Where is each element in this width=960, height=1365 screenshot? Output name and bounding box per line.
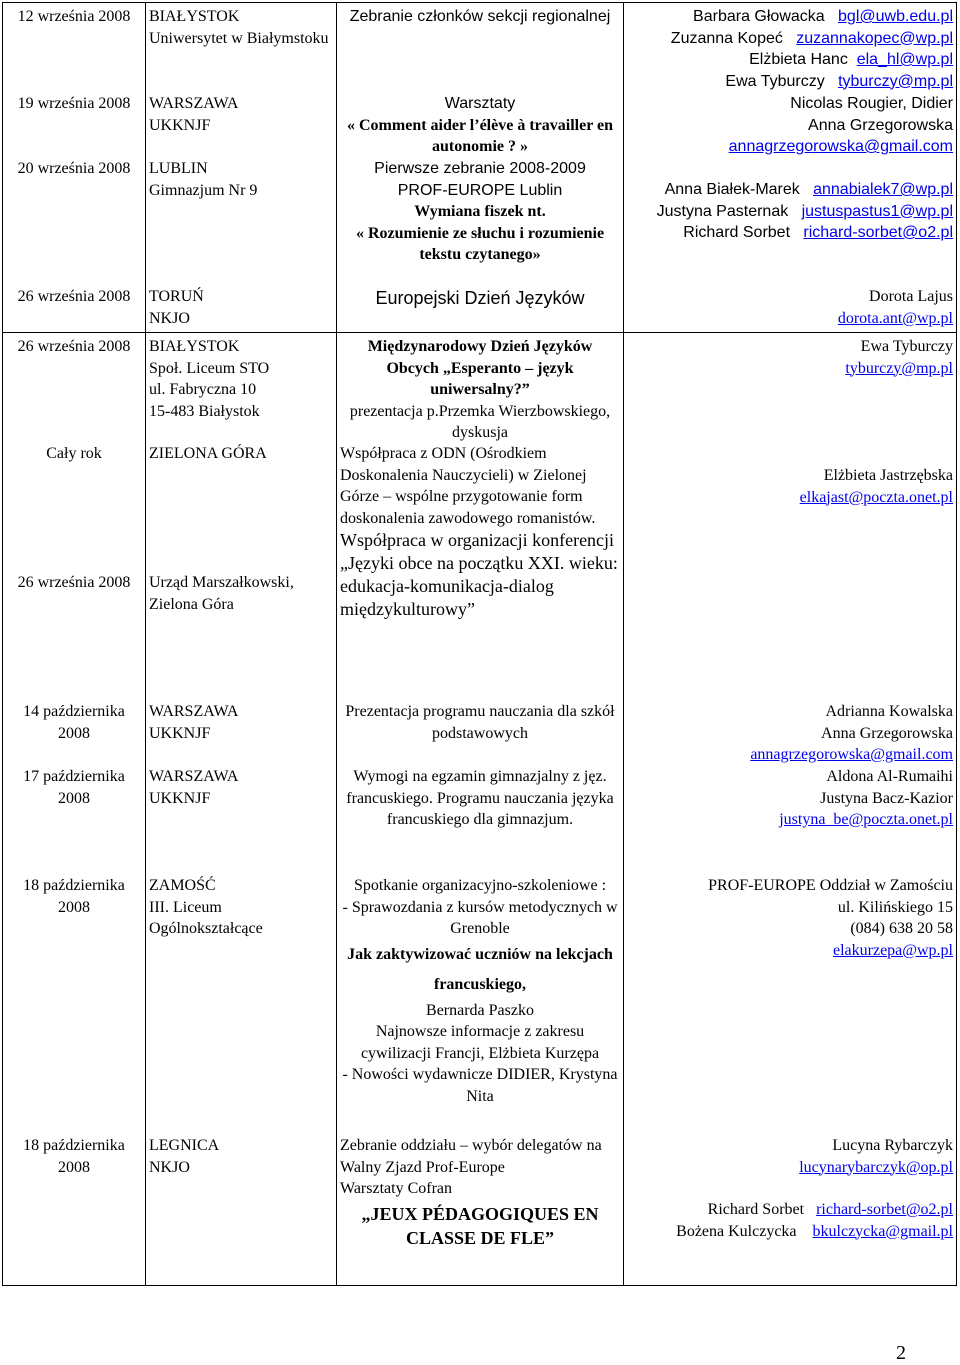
contact-name: Lucyna Rybarczyk <box>832 1137 953 1154</box>
date-entry: 26 września 2008 <box>17 574 131 591</box>
contact-name: Justyna Bacz-Kazior <box>820 789 953 807</box>
event-title: Pierwsze zebranie 2008-2009 <box>374 160 586 177</box>
place-city: BIAŁYSTOK <box>149 8 240 25</box>
place-entry: Urząd Marszałkowski, Zielona Góra <box>149 574 294 613</box>
place-detail: UKKNJF <box>149 724 211 742</box>
email-link[interactable]: justuspastus1@wp.pl <box>801 202 953 220</box>
email-link[interactable]: richard-sorbet@o2.pl <box>816 1201 953 1218</box>
contact-address: ul. Kilińskiego 15 <box>837 898 953 916</box>
events-cell <box>337 333 624 1286</box>
contact-name: Ewa Tyburczy <box>860 338 953 355</box>
event-title: Warsztaty <box>444 95 516 112</box>
page-number: 2 <box>896 1342 906 1364</box>
event-detail: PROF-EUROPE Lublin <box>397 181 563 199</box>
contacts-cell <box>624 3 957 333</box>
place-detail: UKKNJF <box>149 116 211 134</box>
event-title: Międzynarodowy Dzień Języków Obcych „Esperanto – język uniwersalny?” <box>367 338 593 398</box>
event-detail: Bernarda Paszko <box>426 1001 534 1019</box>
email-link[interactable]: elkajast@poczta.onet.pl <box>799 488 953 506</box>
place-detail: Gimnazjum Nr 9 <box>149 181 258 199</box>
place-city: WARSZAWA <box>149 95 239 112</box>
contact-entry <box>627 875 953 961</box>
contact-name: Dorota Lajus <box>869 288 953 305</box>
event-detail: - Sprawozdania z kursów metodycznych w Grenoble <box>342 898 618 937</box>
schedule-table <box>2 2 957 1286</box>
date-entry: Cały rok <box>46 445 102 462</box>
contact-name: Elżbieta Hanc <box>749 51 848 68</box>
contact-name: Richard Sorbet <box>707 1201 805 1218</box>
events-cell <box>337 3 624 333</box>
contact-name: Aldona Al-Rumaihi <box>826 768 953 785</box>
email-link[interactable]: ela_hl@wp.pl <box>856 51 953 68</box>
event-entry: Prezentacja programu nauczania dla szkół podstawowych <box>345 703 615 742</box>
email-link[interactable]: lucynarybarczyk@op.pl <box>799 1158 953 1176</box>
event-detail: Współpraca w organizacji konferencji „Języki obce na początku XXI. wieku: edukacja-komunikacja-dialog międzykulturowy” <box>340 530 618 619</box>
contact-name: Bożena Kulczycka <box>676 1222 797 1240</box>
event-detail: Współpraca z ODN (Ośrodkiem Doskonalenia Nauczycieli) w Zielonej Górze – wspólne przygotowanie form doskonalenia zawodowego romanistów. <box>340 445 596 527</box>
contact-name: Barbara Głowacka <box>693 8 825 25</box>
contact-name: Elżbieta Jastrzębska <box>823 467 953 484</box>
place-city: LUBLIN <box>149 160 208 177</box>
place-detail: NKJO <box>149 309 190 327</box>
date-entry: 19 września 2008 <box>17 95 131 112</box>
places-cell <box>146 3 337 333</box>
date-entry: 18 października 2008 <box>23 877 125 916</box>
place-entry <box>149 6 333 49</box>
event-title: Spotkanie organizacyjno-szkoleniowe : <box>353 877 607 894</box>
place-detail: ul. Fabryczna 10 <box>149 381 257 398</box>
event-detail: prezentacja p.Przemka Wierzbowskiego, dyskusja <box>349 402 611 441</box>
event-entry <box>340 336 620 444</box>
date-entry: 14 października 2008 <box>23 703 125 742</box>
place-entry <box>149 701 333 744</box>
event-detail: Warsztaty Cofran <box>340 1180 452 1197</box>
place-entry: ZIELONA GÓRA <box>149 445 267 462</box>
place-city: BIAŁYSTOK <box>149 338 240 355</box>
email-link[interactable]: dorota.ant@wp.pl <box>837 309 953 327</box>
contact-name: Anna Białek-Marek <box>664 181 800 198</box>
email-link[interactable]: annabialek7@wp.pl <box>813 181 953 198</box>
places-cell <box>146 333 337 1286</box>
event-entry: Zebranie członków sekcji regionalnej <box>349 8 611 25</box>
email-link[interactable]: justyna_be@poczta.onet.pl <box>779 811 953 828</box>
event-entry <box>340 443 620 621</box>
email-link[interactable]: annagrzegorowska@gmail.com <box>728 138 953 155</box>
place-city: ZAMOŚĆ <box>149 877 216 894</box>
contact-line <box>627 49 953 71</box>
email-link[interactable]: elakurzepa@wp.pl <box>832 941 953 959</box>
event-detail: Jak zaktywizować uczniów na lekcjach francuskiego, <box>347 945 613 993</box>
email-link[interactable]: bkulczycka@gmail.pl <box>812 1222 953 1240</box>
contact-line <box>627 179 953 201</box>
contact-line <box>627 1221 953 1243</box>
contact-name: Justyna Pasternak <box>656 202 789 220</box>
event-detail: - Nowości wydawnicze DIDIER, Krystyna Nita <box>342 1066 618 1105</box>
contact-name: Richard Sorbet <box>683 224 791 241</box>
contact-name: Anna Grzegorowska <box>821 724 953 742</box>
contact-name: Adrianna Kowalska <box>825 703 953 720</box>
event-entry <box>340 1135 620 1250</box>
email-link[interactable]: annagrzegorowska@gmail.com <box>750 746 953 763</box>
contact-name: Anna Grzegorowska <box>808 116 953 134</box>
email-link[interactable]: zuzannakopec@wp.pl <box>796 29 953 47</box>
date-entry: 26 września 2008 <box>17 338 131 355</box>
email-link[interactable]: tyburczy@mp.pl <box>845 359 953 377</box>
event-detail: Wymiana fiszek nt. <box>414 203 546 220</box>
contact-entry <box>627 286 953 329</box>
place-detail: UKKNJF <box>149 789 211 807</box>
event-entry <box>340 93 620 158</box>
place-entry <box>149 1135 333 1178</box>
contacts-cell <box>624 333 957 1286</box>
place-entry <box>149 286 333 329</box>
place-entry <box>149 875 333 940</box>
place-entry <box>149 336 333 422</box>
event-subtitle: « Comment aider l’élève à travailler en autonomie ? » <box>347 116 613 155</box>
table-row <box>3 3 957 333</box>
place-detail: III. Liceum Ogólnokształcące <box>149 898 263 937</box>
contact-entry <box>627 179 953 244</box>
contact-entry <box>627 6 953 92</box>
contact-name: PROF-EUROPE Oddział w Zamościu <box>708 877 953 894</box>
event-detail: « Rozumienie ze słuchu i rozumienie tekstu czytanego» <box>355 224 605 263</box>
email-link[interactable]: richard-sorbet@o2.pl <box>803 224 953 241</box>
place-detail: NKJO <box>149 1158 190 1176</box>
dates-cell <box>3 3 146 333</box>
contact-line <box>627 71 953 93</box>
contact-phone: (084) 638 20 58 <box>850 920 953 937</box>
place-entry <box>149 766 333 809</box>
place-city: TORUŃ <box>149 288 204 305</box>
event-detail: Najnowsze informacje z zakresu cywilizacji Francji, Elżbieta Kurzępa <box>360 1023 600 1062</box>
dates-cell <box>3 333 146 1286</box>
contact-entry <box>627 465 953 508</box>
contact-line <box>627 1199 953 1221</box>
contact-name: Zuzanna Kopeć <box>670 29 783 47</box>
contact-line <box>627 201 953 223</box>
contact-name: Ewa Tyburczy <box>725 72 825 90</box>
contact-entry <box>627 766 953 831</box>
contact-entry <box>627 1135 953 1242</box>
event-entry <box>340 875 620 1107</box>
place-city: WARSZAWA <box>149 703 239 720</box>
contact-name: Nicolas Rougier, Didier <box>790 95 953 112</box>
event-detail: „JEUX PÉDAGOGIQUES EN CLASSE DE FLE” <box>361 1203 599 1248</box>
event-entry: Wymogi na egzamin gimnazjalny z jęz. francuskiego. Programu nauczania języka francuskiego dla gimnazjum. <box>346 768 614 828</box>
place-city: LEGNICA <box>149 1137 220 1154</box>
event-title: Zebranie oddziału – wybór delegatów na Walny Zjazd Prof-Europe <box>340 1137 602 1176</box>
contact-entry <box>627 701 953 766</box>
table-row <box>3 333 957 1286</box>
place-city: WARSZAWA <box>149 768 239 785</box>
date-entry: 20 września 2008 <box>17 160 131 177</box>
date-entry: 17 października 2008 <box>23 768 125 807</box>
contact-line <box>627 6 953 28</box>
place-detail: Społ. Liceum STO <box>149 359 270 377</box>
date-entry: 12 września 2008 <box>17 8 131 25</box>
email-link[interactable]: tyburczy@mp.pl <box>838 72 953 90</box>
date-entry: 18 października 2008 <box>23 1137 125 1176</box>
event-entry: Europejski Dzień Języków <box>375 288 585 308</box>
place-detail: 15-483 Białystok <box>149 402 260 420</box>
contact-line <box>627 28 953 50</box>
email-link[interactable]: bgl@uwb.edu.pl <box>838 8 953 25</box>
contact-entry <box>627 336 953 379</box>
place-entry <box>149 158 333 201</box>
event-entry <box>340 158 620 266</box>
place-entry <box>149 93 333 136</box>
contact-entry <box>627 93 953 158</box>
date-entry: 26 września 2008 <box>17 288 131 305</box>
contact-line <box>627 222 953 244</box>
place-detail: Uniwersytet w Białymstoku <box>149 29 329 47</box>
